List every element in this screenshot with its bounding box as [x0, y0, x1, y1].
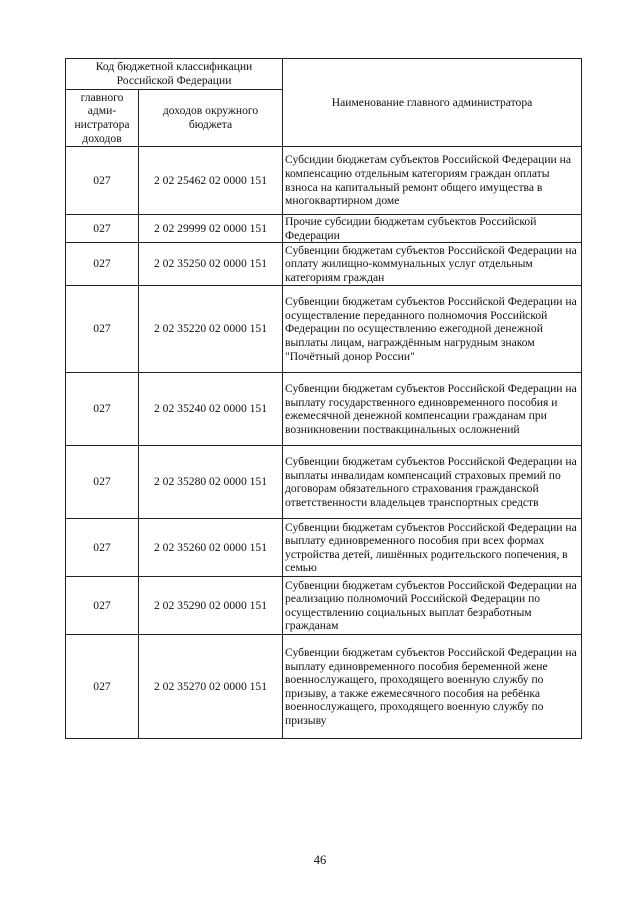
- revenue-code-cell: 2 02 35260 02 0000 151: [139, 519, 283, 577]
- table-row: [66, 147, 582, 215]
- administrator-name-cell: Субвенции бюджетам субъектов Российской Федерации на выплаты инвалидам компенсаций страховых премий по договорам обязательного страхования гражданской ответственности владельцев транспортных средств: [283, 446, 582, 519]
- table-row: [66, 635, 582, 739]
- admin-code-cell: 027: [66, 635, 139, 739]
- administrator-name-cell: Субвенции бюджетам субъектов Российской Федерации на реализацию полномочий Российской Федерации по осуществлению социальных выплат безработным гражданам: [283, 577, 582, 635]
- administrator-name-cell: Прочие субсидии бюджетам субъектов Российской Федерации: [283, 215, 582, 243]
- admin-code-cell: 027: [66, 519, 139, 577]
- administrator-name-cell: Субвенции бюджетам субъектов Российской Федерации на осуществление переданного полномочия Российской Федерации по осуществлению ежегодной денежной выплаты лицам, награждённым нагрудным знаком "Почётный донор России": [283, 286, 582, 373]
- admin-code-cell: 027: [66, 286, 139, 373]
- budget-classification-table: [65, 58, 582, 739]
- table-body: [66, 147, 582, 739]
- admin-code-cell: 027: [66, 215, 139, 243]
- admin-code-cell: 027: [66, 446, 139, 519]
- administrator-name-cell: Субсидии бюджетам субъектов Российской Федерации на компенсацию отдельным категориям граждан оплаты взноса на капитальный ремонт общего имущества в многоквартирном доме: [283, 147, 582, 215]
- table-header-row-1: [66, 59, 582, 90]
- table-row: [66, 243, 582, 286]
- kbk-group-header: Код бюджетной классификации Российской Федерации: [66, 59, 283, 90]
- admin-code-cell: 027: [66, 577, 139, 635]
- table-row: [66, 446, 582, 519]
- admin-code-cell: 027: [66, 243, 139, 286]
- administrator-name-cell: Субвенции бюджетам субъектов Российской Федерации на выплату единовременного пособия беременной жене военнослужащего, проходящего военную службу по призыву, а также ежемесячного пособия на ребёнка военнослужащего, проходящего военную службу по призыву: [283, 635, 582, 739]
- administrator-name-header: Наименование главного администратора: [283, 59, 582, 147]
- revenue-code-header: доходов окружного бюджета: [139, 90, 283, 147]
- admin-code-cell: 027: [66, 147, 139, 215]
- revenue-code-cell: 2 02 29999 02 0000 151: [139, 215, 283, 243]
- administrator-name-cell: Субвенции бюджетам субъектов Российской Федерации на выплату единовременного пособия при всех формах устройства детей, лишённых родительского попечения, в семью: [283, 519, 582, 577]
- administrator-name-cell: Субвенции бюджетам субъектов Российской Федерации на оплату жилищно-коммунальных услуг отдельным категориям граждан: [283, 243, 582, 286]
- table-row: [66, 215, 582, 243]
- revenue-code-cell: 2 02 35280 02 0000 151: [139, 446, 283, 519]
- revenue-code-cell: 2 02 35240 02 0000 151: [139, 373, 283, 446]
- table-row: [66, 577, 582, 635]
- administrator-name-cell: Субвенции бюджетам субъектов Российской Федерации на выплату государственного единовременного пособия и ежемесячной денежной компенсации гражданам при возникновении поствакцинальных осложнений: [283, 373, 582, 446]
- page-number: 46: [313, 853, 327, 867]
- revenue-code-cell: 2 02 35250 02 0000 151: [139, 243, 283, 286]
- revenue-code-cell: 2 02 35220 02 0000 151: [139, 286, 283, 373]
- table-row: [66, 373, 582, 446]
- table-row: [66, 519, 582, 577]
- admin-code-cell: 027: [66, 373, 139, 446]
- revenue-code-cell: 2 02 35270 02 0000 151: [139, 635, 283, 739]
- revenue-code-cell: 2 02 35290 02 0000 151: [139, 577, 283, 635]
- table-row: [66, 286, 582, 373]
- revenue-code-cell: 2 02 25462 02 0000 151: [139, 147, 283, 215]
- admin-code-header: главного адми-нистратора доходов: [66, 90, 139, 147]
